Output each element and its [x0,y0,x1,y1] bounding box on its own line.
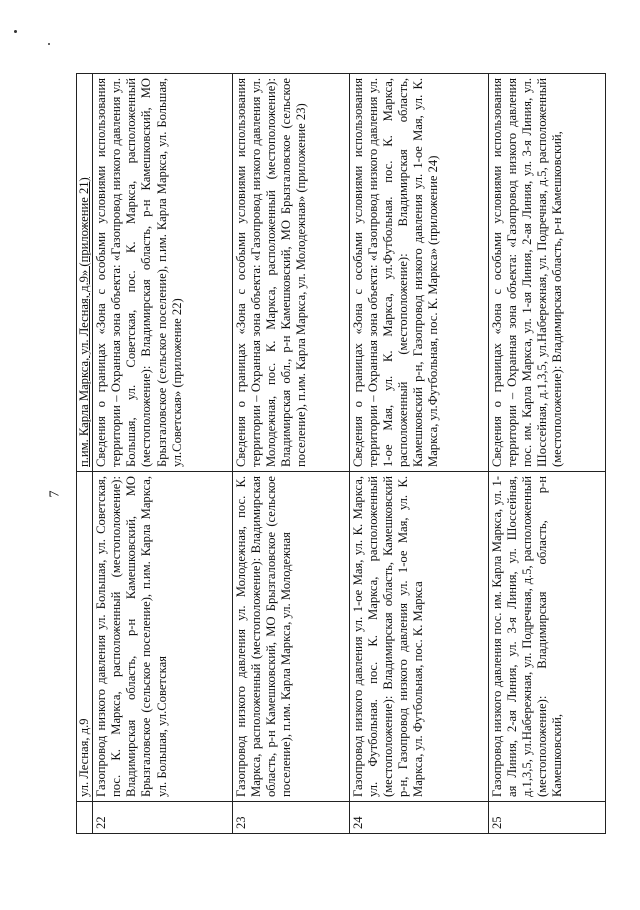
info-cell: Сведения о границах «Зона с особыми условиями использования территории – Охранная зона объекта: «Газопровод низкого давления ул. Большая, ул. Советская, пос. К. Маркса, расположенный (местоположение): Владимирская область, р-н Камешковский, МО Брызгаловское (сельское поселение), п.им. Карла Маркса, ул. Большая, ул.Советская» (приложение 22) [93,74,232,472]
object-cell: ул. Лесная, д.9 [77,472,93,802]
object-cell: Газопровод низкого давления ул. Молодежная, пос. К. Маркса, расположенный (местоположение): Владимирская область, р-н Камешковский, МО Брызгаловское (сельское поселение), п.им. Карла Маркса, ул. Молодежная [232,472,349,802]
table-row [489,74,606,834]
object-cell: Газопровод низкого давления ул. Большая, ул. Советская, пос. К. Маркса, расположенный (местоположение): Владимирская область, р-н Камешковский, МО Брызгаловское (сельское поселение), п.им. Карла Маркса, ул. Большая, ул.Советская [93,472,232,802]
row-number-cell [77,802,93,834]
row-number-cell: 22 [93,802,232,834]
continuation-row [77,74,93,834]
page-number: 7 [47,490,63,498]
table-row [93,74,232,834]
object-cell: Газопровод низкого давления ул. 1-ое Мая, ул. К. Маркса, ул. Футбольная. пос. К. Маркса, расположенный (местоположение): Владимирская область, Камешковский р-н, Газопровод низкого давления ул. 1-ое Мая, ул. К. Маркса, ул. Футбольная, пос. К. Маркса [349,472,488,802]
info-cell: Сведения о границах «Зона с особыми условиями использования территории – Охранная зона объекта: «Газопровод низкого давления ул. 1-ое Мая, ул. К. Маркса, ул.Футбольная. пос. К. Маркса, расположенный (местоположение): Владимирская область, Камешковский р-н, Газопровод низкого давления ул. 1-ое Мая, ул. К. Маркса, ул.Футбольная, пос. К. Маркса» (приложение 24) [349,74,488,472]
row-number-cell: 25 [489,802,606,834]
row-number-cell: 24 [349,802,488,834]
scan-speck [48,43,50,45]
info-cell: п.им. Карла Маркса, ул. Лесная, д.9» (приложение 21) [77,74,93,472]
row-number-cell: 23 [232,802,349,834]
info-cell: Сведения о границах «Зона с особыми условиями использования территории – Охранная зона объекта: «Газопровод низкого давления ул. Молодежная, пос. К. Маркса, расположенный (местоположение): Владимирская обл., р-н Камешковский, МО Брызгаловское (сельское поселение), п.им. Карла Маркса, ул. Молодежная» (приложение 23) [232,74,349,472]
table-row [232,74,349,834]
scan-speck [14,30,17,33]
table-row [349,74,488,834]
info-cell: Сведения о границах «Зона с особыми условиями использования территории – Охранная зона объекта: «Газопровод низкого давления пос. им. Карла Маркса, ул. 1-ая Линия, 2-ая Линия, ул. 3-я Линия, ул. Шоссейная, д.1,3,5, ул.Набережная, ул. Подречная, д.5, расположенный (местоположение): Владимирская область, р-н Камешковский, [489,74,606,472]
rotated-table-container [76,74,606,834]
object-cell: Газопровод низкого давления пос. им. Карла Маркса, ул. 1-ая Линия, 2-ая Линия, ул. 3-я Линия, ул. Шоссейная, д.1,3,5, ул.Набережная, ул. Подречная, д.5, расположенный (местоположение): Владимирская область, р-н Камешковский, [489,472,606,802]
registry-table [76,73,606,834]
